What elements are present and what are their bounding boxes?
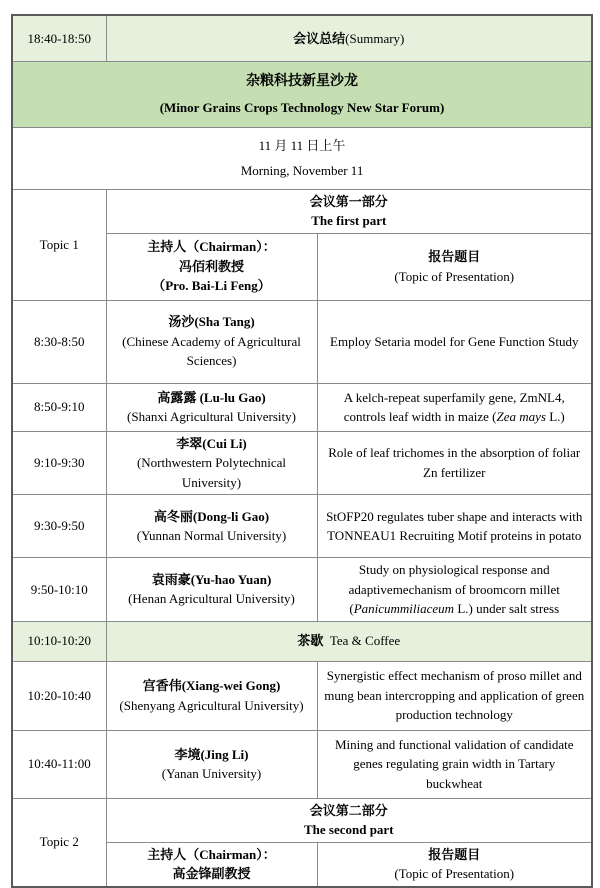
date-zh: 11 月 11 日上午 — [258, 137, 346, 153]
speaker-name: 李境(Jing Li) — [174, 746, 249, 762]
session-row — [12, 558, 592, 622]
topic2-label-cell: Topic 2 — [12, 798, 106, 887]
topic1-part-zh: 会议第一部分 — [309, 193, 388, 209]
time-cell: 9:50-10:10 — [12, 558, 106, 622]
presentation-header-en: (Topic of Presentation) — [394, 268, 515, 284]
time-cell: 10:20-10:40 — [12, 661, 106, 730]
speaker-affiliation: (Yanan University) — [161, 766, 262, 781]
chairman-name-en: （Pro. Bai-Li Feng） — [152, 278, 271, 294]
topic1-label-cell: Topic 1 — [12, 189, 106, 300]
date-header-cell — [12, 127, 592, 189]
topic1-part-row — [12, 189, 592, 233]
chairman-name-zh: 冯佰利教授 — [178, 258, 244, 274]
forum-header-row — [12, 61, 592, 127]
speaker-cell — [106, 495, 317, 558]
time-cell: 9:30-9:50 — [12, 495, 106, 558]
speaker-affiliation: (Northwestern Polytechnical University) — [136, 455, 287, 490]
session-row — [12, 383, 592, 431]
topic-cell: Study on physiological response and adaptivemechanism of broomcorn millet (Panicummiliaceum L.) under salt stress — [317, 558, 592, 622]
presentation-header-zh: 报告题目 — [428, 846, 481, 862]
speaker-name: 李翠(Cui Li) — [176, 435, 247, 451]
summary-label-en: (Summary) — [345, 30, 405, 46]
tea-break-row — [12, 621, 592, 661]
topic-cell: StOFP20 regulates tuber shape and interacts with TONNEAU1 Recruiting Motif proteins in potato — [317, 495, 592, 558]
speaker-affiliation: (Shanxi Agricultural University) — [127, 409, 296, 424]
time-cell: 10:10-10:20 — [12, 621, 106, 661]
time-cell: 9:10-9:30 — [12, 431, 106, 495]
speaker-cell — [106, 661, 317, 730]
topic-cell: A kelch-repeat superfamily gene, ZmNL4, controls leaf width in maize (Zea mays L.) — [317, 383, 592, 431]
session-row — [12, 730, 592, 798]
time-cell: 10:40-11:00 — [12, 730, 106, 798]
summary-row — [12, 15, 592, 61]
presentation-header-zh: 报告题目 — [428, 249, 481, 264]
topic1-chairman-cell — [106, 233, 317, 300]
topic-cell: Mining and functional validation of candidate genes regulating grain width in Tartary buckwheat — [317, 730, 592, 798]
speaker-cell — [106, 558, 317, 622]
time-cell: 8:50-9:10 — [12, 383, 106, 431]
conference-schedule-table — [11, 14, 593, 888]
speaker-name: 宫香伟(Xiang-wei Gong) — [142, 678, 281, 693]
speaker-cell — [106, 383, 317, 431]
topic2-presentation-header-cell — [317, 842, 592, 887]
speaker-name: 汤沙(Sha Tang) — [168, 314, 255, 330]
date-header-row — [12, 127, 592, 189]
session-row — [12, 661, 592, 730]
session-row — [12, 495, 592, 558]
topic-cell: Employ Setaria model for Gene Function Study — [317, 300, 592, 383]
speaker-name: 袁雨豪(Yu-hao Yuan) — [151, 571, 272, 587]
presentation-header-en: (Topic of Presentation) — [394, 866, 515, 881]
topic2-chairman-cell — [106, 842, 317, 887]
tea-break-cell — [106, 621, 592, 661]
chairman-label: 主持人（Chairman）： — [147, 846, 276, 862]
speaker-cell — [106, 300, 317, 383]
speaker-affiliation: (Yunnan Normal University) — [136, 528, 287, 543]
topic1-part-cell — [106, 189, 592, 233]
topic2-part-zh: 会议第二部分 — [309, 802, 388, 818]
chairman-name-zh: 高金锋副教授 — [172, 866, 251, 881]
speaker-cell — [106, 431, 317, 495]
summary-cell — [106, 15, 592, 61]
forum-header-cell — [12, 61, 592, 127]
speaker-affiliation: (Henan Agricultural University) — [128, 591, 295, 607]
speaker-cell — [106, 730, 317, 798]
speaker-affiliation: (Shenyang Agricultural University) — [119, 697, 304, 713]
speaker-affiliation: (Chinese Academy of Agricultural Sciences) — [122, 333, 301, 369]
topic1-presentation-header-cell — [317, 233, 592, 300]
topic-cell: Synergistic effect mechanism of proso millet and mung bean intercropping and application of green production technology — [317, 661, 592, 730]
topic2-part-en: The second part — [303, 822, 394, 837]
session-row — [12, 300, 592, 383]
session-row — [12, 431, 592, 495]
topic1-part-en: The first part — [311, 213, 387, 228]
chairman-label: 主持人（Chairman）： — [147, 239, 276, 255]
tea-break-label-en: Tea & Coffee — [329, 633, 401, 649]
time-cell: 18:40-18:50 — [12, 15, 106, 61]
date-en: Morning, November 11 — [240, 163, 364, 178]
time-cell: 8:30-8:50 — [12, 300, 106, 383]
forum-title-zh: 杂粮科技新星沙龙 — [246, 73, 358, 89]
speaker-name: 高露露 (Lu-lu Gao) — [157, 389, 266, 405]
topic-cell: Role of leaf trichomes in the absorption of foliar Zn fertilizer — [317, 431, 592, 495]
summary-label-zh: 会议总结 — [293, 30, 346, 46]
speaker-name: 高冬丽(Dong-li Gao) — [153, 508, 270, 524]
tea-break-label-zh: 茶歇 — [297, 633, 324, 649]
topic2-part-row — [12, 798, 592, 842]
topic2-part-cell — [106, 798, 592, 842]
forum-title-en: (Minor Grains Crops Technology New Star Forum) — [159, 99, 445, 115]
